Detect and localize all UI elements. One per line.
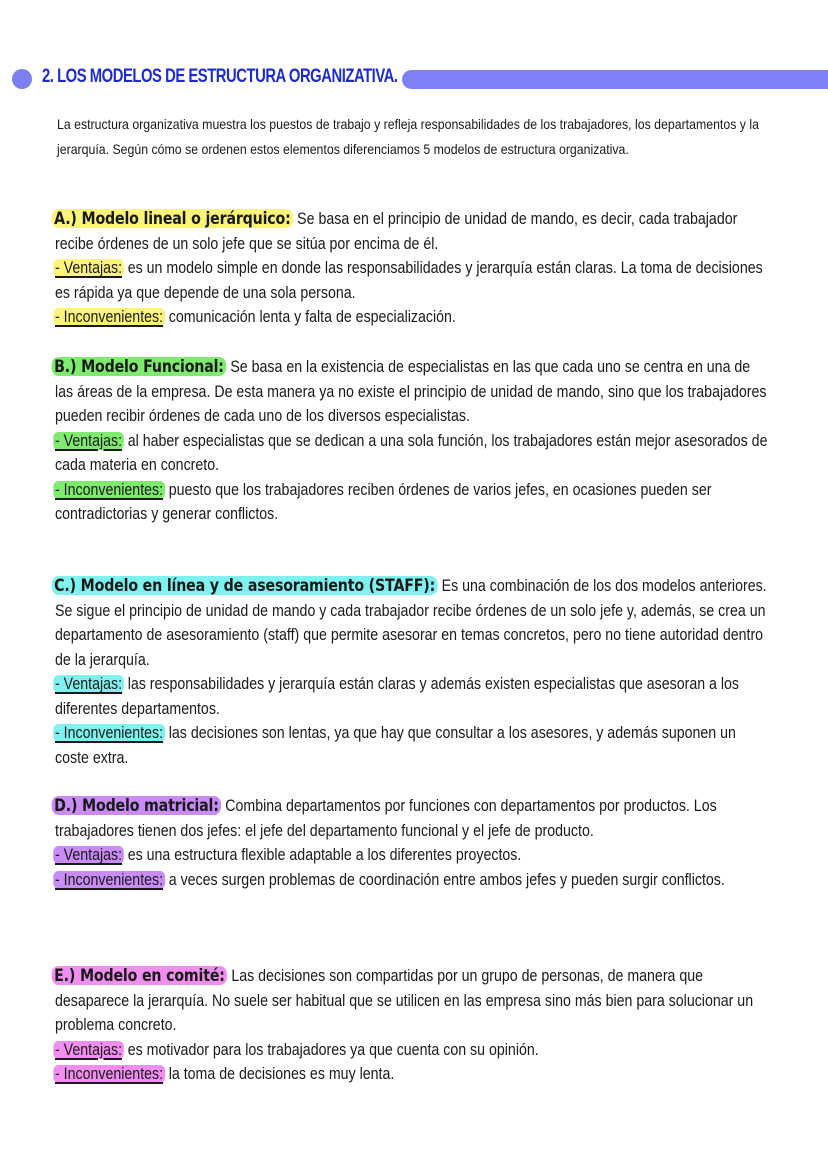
ventajas-label: - Ventajas: bbox=[55, 259, 123, 277]
section-heading: E.) Modelo en comité: bbox=[52, 966, 228, 985]
section-description: Se basa en la existencia de especialistas en las que cada uno se centra en una de las áreas de la empresa. De esta manera ya no existe el principio de unidad de mando, sino que los trabajadores pueden recibir órdenes de cada uno de los diversos especialistas. bbox=[55, 358, 767, 425]
section-model-e bbox=[55, 964, 765, 1087]
section-heading: A.) Modelo lineal o jerárquico: bbox=[52, 209, 294, 228]
ventajas-label: - Ventajas: bbox=[55, 846, 123, 864]
intro-paragraph: La estructura organizativa muestra los puestos de trabajo y refleja responsabilidades de los trabajadores, los departamentos y la jerarquía. Según cómo se ordenen estos elementos diferenciamos 5 modelos de estructura organizativa. bbox=[57, 116, 759, 157]
inconvenientes-text: comunicación lenta y falta de especialización. bbox=[164, 308, 456, 326]
inconvenientes-text: a veces surgen problemas de coordinación entre ambos jefes y pueden surgir conflictos. bbox=[164, 870, 725, 889]
section-description: Las decisiones son compartidas por un grupo de personas, de manera que desaparece la jerarquía. No suele ser habitual que se utilicen en las empresa sino más bien para solucionar un problema concreto. bbox=[55, 967, 754, 1034]
ventajas-label: - Ventajas: bbox=[55, 431, 123, 450]
ventajas-label: - Ventajas: bbox=[55, 675, 123, 693]
ventajas-text: es un modelo simple en donde las responsabilidades y jerarquía están claras. La toma de decisiones es rápida ya que depende de una sola persona. bbox=[55, 259, 763, 302]
ventajas-text: las responsabilidades y jerarquía están claras y además existen especialistas que asesoran a los diferentes departamentos. bbox=[55, 675, 740, 718]
page-title: 2. LOS MODELOS DE ESTRUCTURA ORGANIZATIVA. bbox=[42, 66, 398, 87]
inconvenientes-label: - Inconvenientes: bbox=[55, 724, 164, 742]
inconvenientes-label: - Inconvenientes: bbox=[55, 1065, 164, 1083]
section-heading: B.) Modelo Funcional: bbox=[52, 357, 227, 376]
title-decoration-bar bbox=[402, 70, 828, 89]
bullet-dot-icon bbox=[12, 69, 32, 89]
section-model-a bbox=[55, 207, 765, 330]
section-model-c bbox=[55, 574, 765, 770]
section-description: Se basa en el principio de unidad de mando, es decir, cada trabajador recibe órdenes de un solo jefe que se sitúa por encima de él. bbox=[55, 210, 738, 253]
inconvenientes-text: las decisiones son lentas, ya que hay que consultar a los asesores, y además suponen un coste extra. bbox=[55, 724, 736, 767]
ventajas-text: es una estructura flexible adaptable a los diferentes proyectos. bbox=[123, 846, 522, 864]
ventajas-text: al haber especialistas que se dedican a una sola función, los trabajadores están mejor asesorados de cada materia en concreto. bbox=[55, 431, 768, 474]
section-description: Combina departamentos por funciones con departamentos por productos. Los trabajadores tienen dos jefes: el jefe del departamento funcional y el jefe de producto. bbox=[55, 797, 717, 840]
section-title-row bbox=[0, 62, 828, 94]
inconvenientes-label: - Inconvenientes: bbox=[55, 480, 164, 499]
ventajas-text: es motivador para los trabajadores ya que cuenta con su opinión. bbox=[123, 1040, 539, 1059]
inconvenientes-text: puesto que los trabajadores reciben órdenes de varios jefes, en ocasiones pueden ser contradictorias y generar conflictos. bbox=[55, 480, 712, 523]
ventajas-label: - Ventajas: bbox=[55, 1040, 123, 1059]
inconvenientes-label: - Inconvenientes: bbox=[55, 308, 164, 326]
inconvenientes-label: - Inconvenientes: bbox=[55, 870, 164, 889]
section-heading: D.) Modelo matricial: bbox=[52, 796, 222, 815]
section-description: Es una combinación de los dos modelos anteriores. Se sigue el principio de unidad de mando y cada trabajador recibe órdenes de un solo jefe y, además, se crea un departamento de asesoramiento (staff) que permite asesorar en temas concretos, pero no tiene autoridad dentro de la jerarquía. bbox=[55, 577, 767, 669]
section-heading: C.) Modelo en línea y de asesoramiento (STAFF): bbox=[52, 576, 438, 595]
section-model-b bbox=[54, 355, 768, 527]
section-model-d bbox=[55, 794, 765, 892]
inconvenientes-text: la toma de decisiones es muy lenta. bbox=[164, 1065, 395, 1083]
